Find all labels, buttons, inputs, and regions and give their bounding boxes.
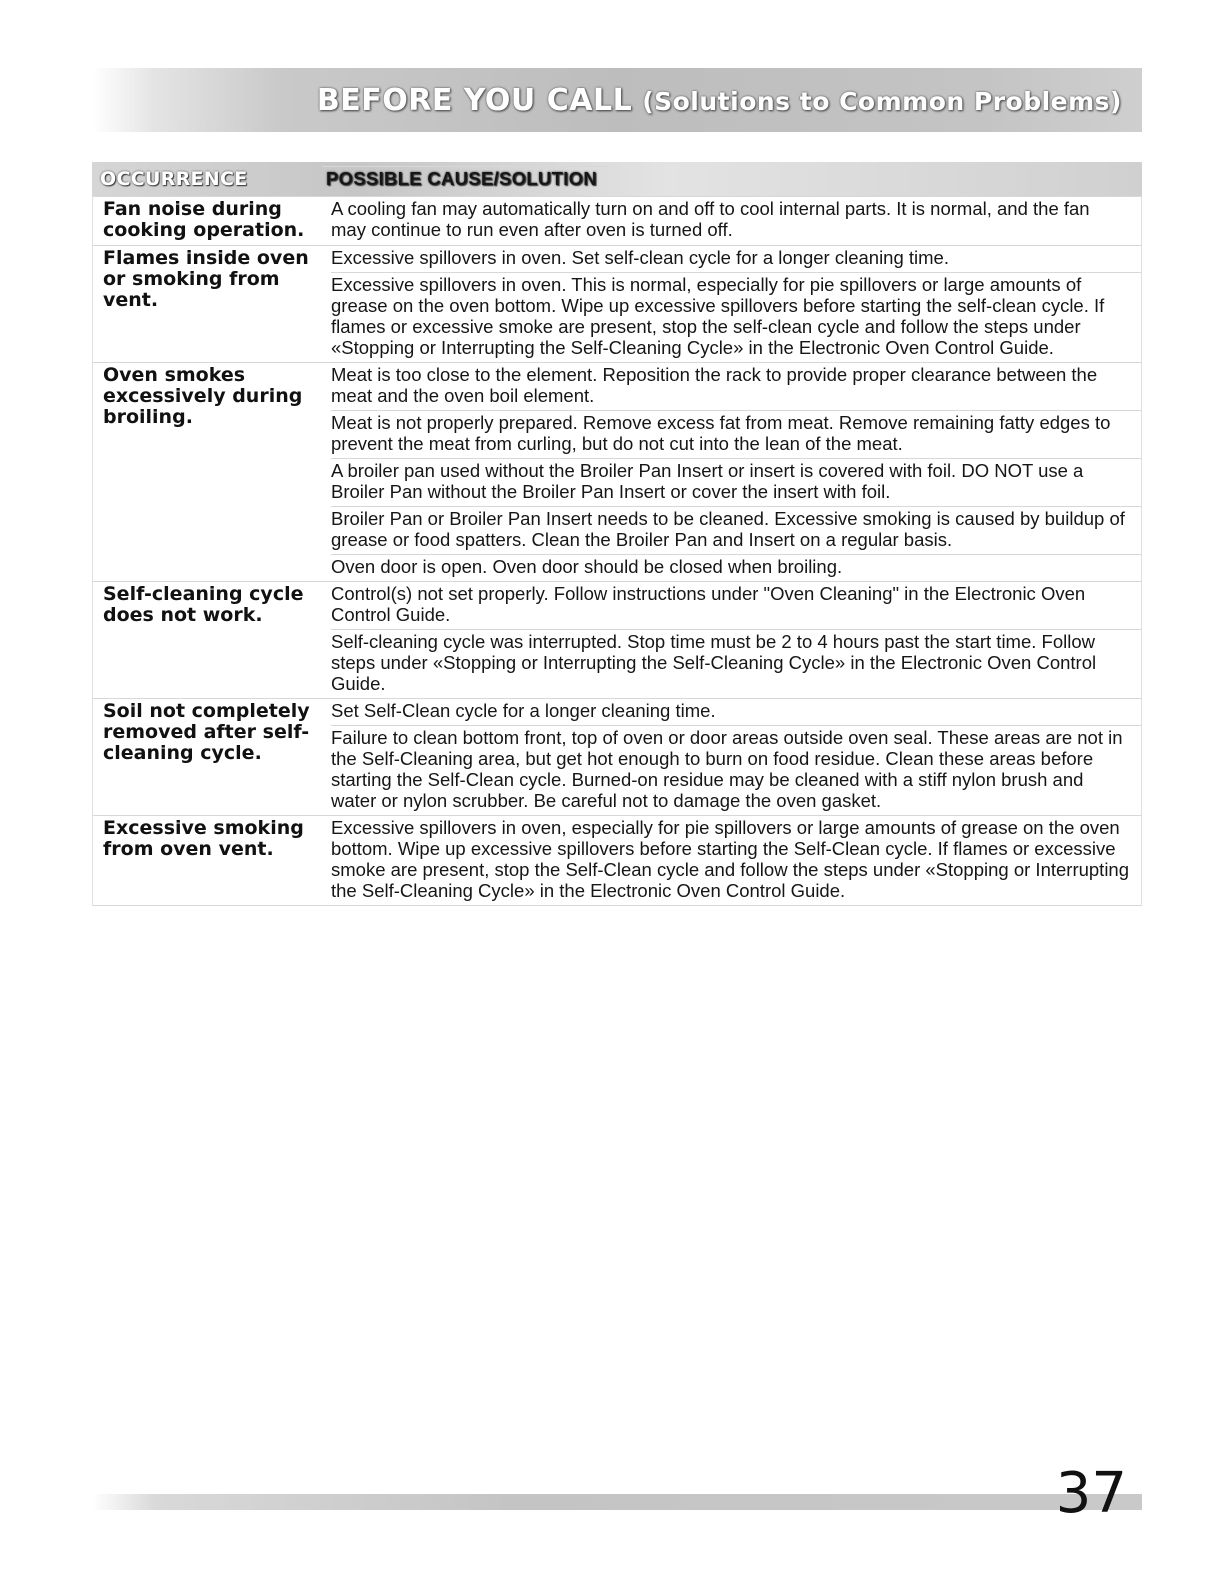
solution-cell xyxy=(331,699,1141,815)
table-row xyxy=(92,581,1142,698)
occurrence-cell xyxy=(93,197,331,245)
occurrence-cell xyxy=(93,816,331,905)
solution-text: Control(s) not set properly. Follow instructions under "Oven Cleaning" in the Electronic Oven Control Guide. xyxy=(331,583,1086,625)
table-row xyxy=(92,815,1142,906)
occurrence-text: Excessive smoking from oven vent. xyxy=(103,817,304,860)
table-row xyxy=(92,196,1142,245)
page-subtitle: (Solutions to Common Problems) xyxy=(642,86,1122,116)
solution-text: Meat is too close to the element. Reposition the rack to provide proper clearance between the meat and the oven boil element. xyxy=(331,364,1098,406)
footer-bar xyxy=(92,1494,1142,1510)
solution-text: Self-cleaning cycle was interrupted. Stop time must be 2 to 4 hours past the start time. Follow steps under «Stopping or Interrupting the Self-Cleaning Cycle» in the Electronic Oven Control Guide. xyxy=(331,629,1141,698)
occurrence-cell xyxy=(93,246,331,362)
solution-cell xyxy=(331,197,1141,245)
occurrence-cell xyxy=(93,363,331,581)
solution-text: Set Self-Clean cycle for a longer cleaning time. xyxy=(331,700,716,721)
table-row xyxy=(92,245,1142,362)
solution-text: Oven door is open. Oven door should be closed when broiling. xyxy=(331,554,1141,581)
page-banner xyxy=(92,68,1142,132)
occurrence-text: Soil not completely removed after self-cleaning cycle. xyxy=(103,700,310,764)
solution-cell xyxy=(331,246,1141,362)
solution-cell xyxy=(331,582,1141,698)
occurrence-cell xyxy=(93,582,331,698)
solution-text: Failure to clean bottom front, top of oven or door areas outside oven seal. These areas are not in the Self-Cleaning area, but get hot enough to burn on food residue. Clean these areas before starting the Self-Clean cycle. Burned-on residue may be cleaned with a stiff nylon brush and water or nylon scrubber. Be careful not to damage the oven gasket. xyxy=(331,725,1141,815)
occurrence-text: Self-cleaning cycle does not work. xyxy=(103,583,304,626)
page-title xyxy=(317,83,1122,118)
occurrence-text: Oven smokes excessively during broiling. xyxy=(103,364,303,428)
page-title-main: BEFORE YOU CALL xyxy=(316,82,633,118)
table-body xyxy=(92,196,1142,906)
solution-text: Excessive spillovers in oven, especially for pie spillovers or large amounts of grease on the oven bottom. Wipe up excessive spillovers before starting the Self-Clean cycle. If flames or excessive smoke are present, stop the Self-Clean cycle and follow the steps under «Stopping or Interrupting the Self-Cleaning Cycle» in the Electronic Oven Control Guide. xyxy=(331,817,1130,901)
solution-text: Broiler Pan or Broiler Pan Insert needs to be cleaned. Excessive smoking is caused by buildup of grease or food spatters. Clean the Broiler Pan and Insert on a regular basis. xyxy=(331,506,1141,554)
solution-cell xyxy=(331,363,1141,581)
solution-text: Excessive spillovers in oven. This is normal, especially for pie spillovers or large amounts of grease on the oven bottom. Wipe up excessive spillovers before starting the self-clean cycle. If flames or excessive smoke are present, stop the self-clean cycle and follow the steps under «Stopping or Interrupting the Self-Cleaning Cycle» in the Electronic Oven Control Guide. xyxy=(331,272,1141,362)
table-header xyxy=(92,162,1142,196)
column-header-occurrence: OCCURRENCE xyxy=(100,168,248,190)
page-number: 37 xyxy=(1055,1461,1127,1526)
solution-text: A cooling fan may automatically turn on and off to cool internal parts. It is normal, and the fan may continue to run even after oven is turned off. xyxy=(331,198,1090,240)
solution-text: A broiler pan used without the Broiler Pan Insert or insert is covered with foil. DO NOT use a Broiler Pan without the Broiler Pan Insert or cover the insert with foil. xyxy=(331,458,1141,506)
occurrence-cell xyxy=(93,699,331,815)
troubleshooting-table xyxy=(92,162,1142,906)
solution-text: Excessive spillovers in oven. Set self-clean cycle for a longer cleaning time. xyxy=(331,247,949,268)
table-row xyxy=(92,362,1142,581)
solution-text: Meat is not properly prepared. Remove excess fat from meat. Remove remaining fatty edges to prevent the meat from curling, but do not cut into the lean of the meat. xyxy=(331,410,1141,458)
solution-cell xyxy=(331,816,1141,905)
table-row xyxy=(92,698,1142,815)
occurrence-text: Fan noise during cooking operation. xyxy=(103,198,305,241)
occurrence-text: Flames inside oven or smoking from vent. xyxy=(103,247,309,311)
column-header-solution: POSSIBLE CAUSE/SOLUTION xyxy=(322,166,609,193)
